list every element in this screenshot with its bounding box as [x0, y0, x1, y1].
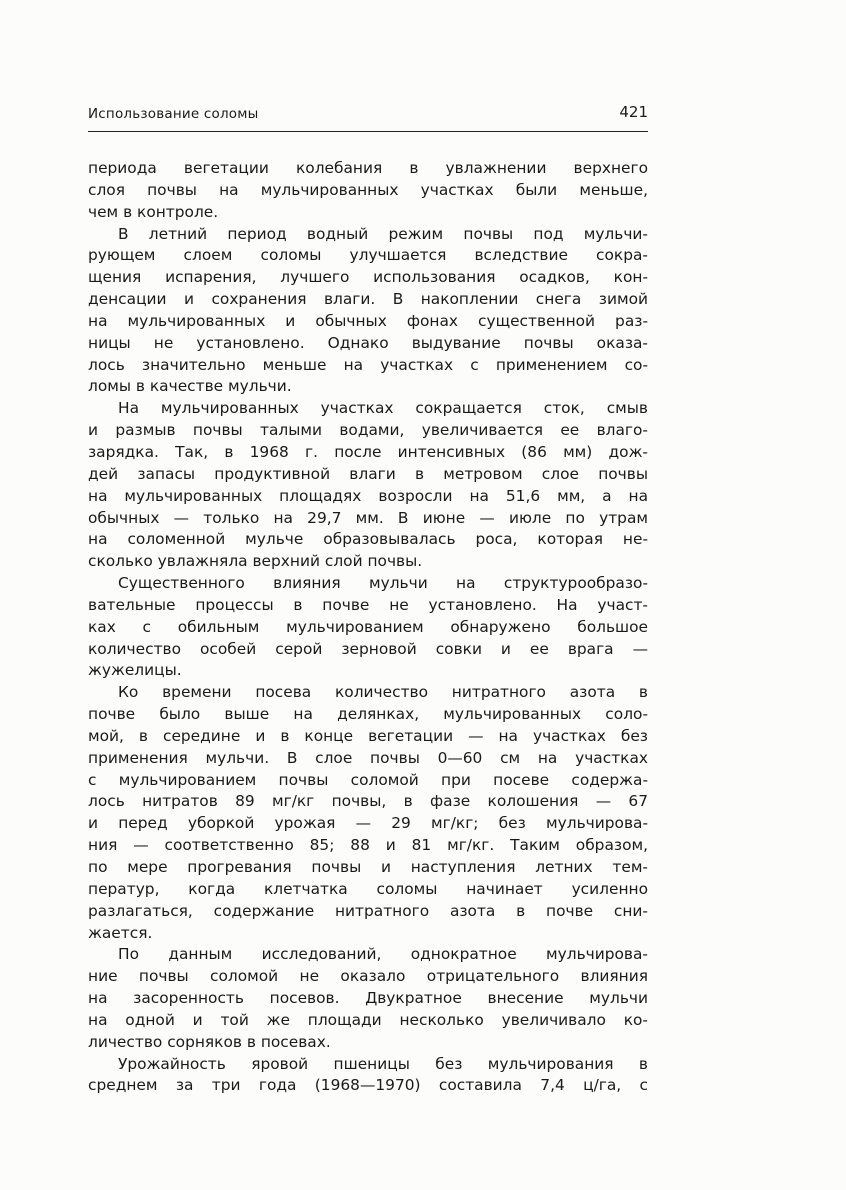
- text-line: зарядка. Так, в 1968 г. после интенсивных (86 мм) дож-: [88, 442, 648, 461]
- text-line: количество особей серой зерновой совки и ее врага —: [88, 639, 648, 658]
- text-line: почве было выше на делянках, мульчированных соло-: [88, 705, 648, 724]
- text-line: ние почвы соломой не оказало отрицательного влияния: [88, 967, 648, 986]
- header-rule: [88, 131, 648, 132]
- text-line: ках с обильным мульчированием обнаружено большое: [88, 617, 648, 636]
- text-line: денсации и сохранения влаги. В накоплении снега зимой: [88, 290, 648, 309]
- text-line: на одной и той же площади несколько увеличивало ко-: [88, 1010, 648, 1029]
- text-line: жается.: [88, 923, 153, 942]
- text-line: ломы в качестве мульчи.: [88, 377, 292, 396]
- text-line: среднем за три года (1968—1970) составила 7,4 ц/га, с: [88, 1076, 648, 1095]
- text-line: ния — соответственно 85; 88 и 81 мг/кг. Таким образом,: [88, 836, 648, 855]
- text-line: и размыв почвы талыми водами, увеличивается ее влаго-: [88, 421, 648, 440]
- text-line: слоя почвы на мульчированных участках были меньше,: [88, 180, 648, 199]
- text-line: сколько увлажняла верхний слой почвы.: [88, 552, 423, 571]
- body-text: [88, 158, 648, 1097]
- text-line: мой, в середине и в конце вегетации — на участках без: [88, 726, 648, 745]
- text-line: разлагаться, содержание нитратного азота в почве сни-: [88, 901, 648, 920]
- text-line: лось нитратов 89 мг/кг почвы, в фазе колошения — 67: [88, 792, 648, 811]
- text-line: Урожайность яровой пшеницы без мульчирования в: [118, 1054, 648, 1073]
- text-line: применения мульчи. В слое почвы 0—60 см на участках: [88, 748, 648, 767]
- text-line: на соломенной мульче образовывалась роса, которая не-: [88, 530, 648, 549]
- text-line: В летний период водный режим почвы под мульчи-: [118, 224, 648, 243]
- text-line: рующем слоем соломы улучшается вследствие сокра-: [88, 246, 648, 265]
- text-line: на засоренность посевов. Двукратное внесение мульчи: [88, 989, 648, 1008]
- text-line: с мульчированием почвы соломой при посеве содержа-: [88, 770, 648, 789]
- running-title: Использование соломы: [88, 106, 259, 122]
- text-line: личество сорняков в посевах.: [88, 1032, 331, 1051]
- text-line: жужелицы.: [88, 661, 182, 680]
- text-line: щения испарения, лучшего использования осадков, кон-: [88, 268, 648, 287]
- text-line: периода вегетации колебания в увлажнении верхнего: [88, 159, 648, 177]
- text-line: Существенного влияния мульчи на структурообразо-: [118, 574, 648, 593]
- text-line: лось значительно меньше на участках с применением со-: [88, 355, 648, 374]
- text-line: На мульчированных участках сокращается сток, смыв: [118, 399, 648, 418]
- text-line: вательные процессы в почве не установлено. На участ-: [88, 595, 648, 614]
- text-line: чем в контроле.: [88, 202, 219, 221]
- text-line: на мульчированных площадях возросли на 51,6 мм, а на: [88, 486, 648, 505]
- text-line: и перед уборкой урожая — 29 мг/кг; без мульчирова-: [88, 814, 648, 833]
- page-number: 421: [619, 103, 648, 121]
- running-header: [88, 102, 648, 128]
- text-line: по мере прогревания почвы и наступления летних тем-: [88, 858, 648, 876]
- text-line: ницы не установлено. Однако выдувание почвы оказа-: [88, 333, 648, 352]
- text-line: ператур, когда клетчатка соломы начинает усиленно: [88, 879, 648, 898]
- text-line: обычных — только на 29,7 мм. В июне — июле по утрам: [88, 508, 648, 527]
- text-line: Ко времени посева количество нитратного азота в: [118, 683, 648, 702]
- text-line: дей запасы продуктивной влаги в метровом слое почвы: [88, 464, 648, 483]
- text-line: По данным исследований, однократное мульчирова-: [118, 945, 648, 964]
- text-line: на мульчированных и обычных фонах существенной раз-: [88, 311, 648, 330]
